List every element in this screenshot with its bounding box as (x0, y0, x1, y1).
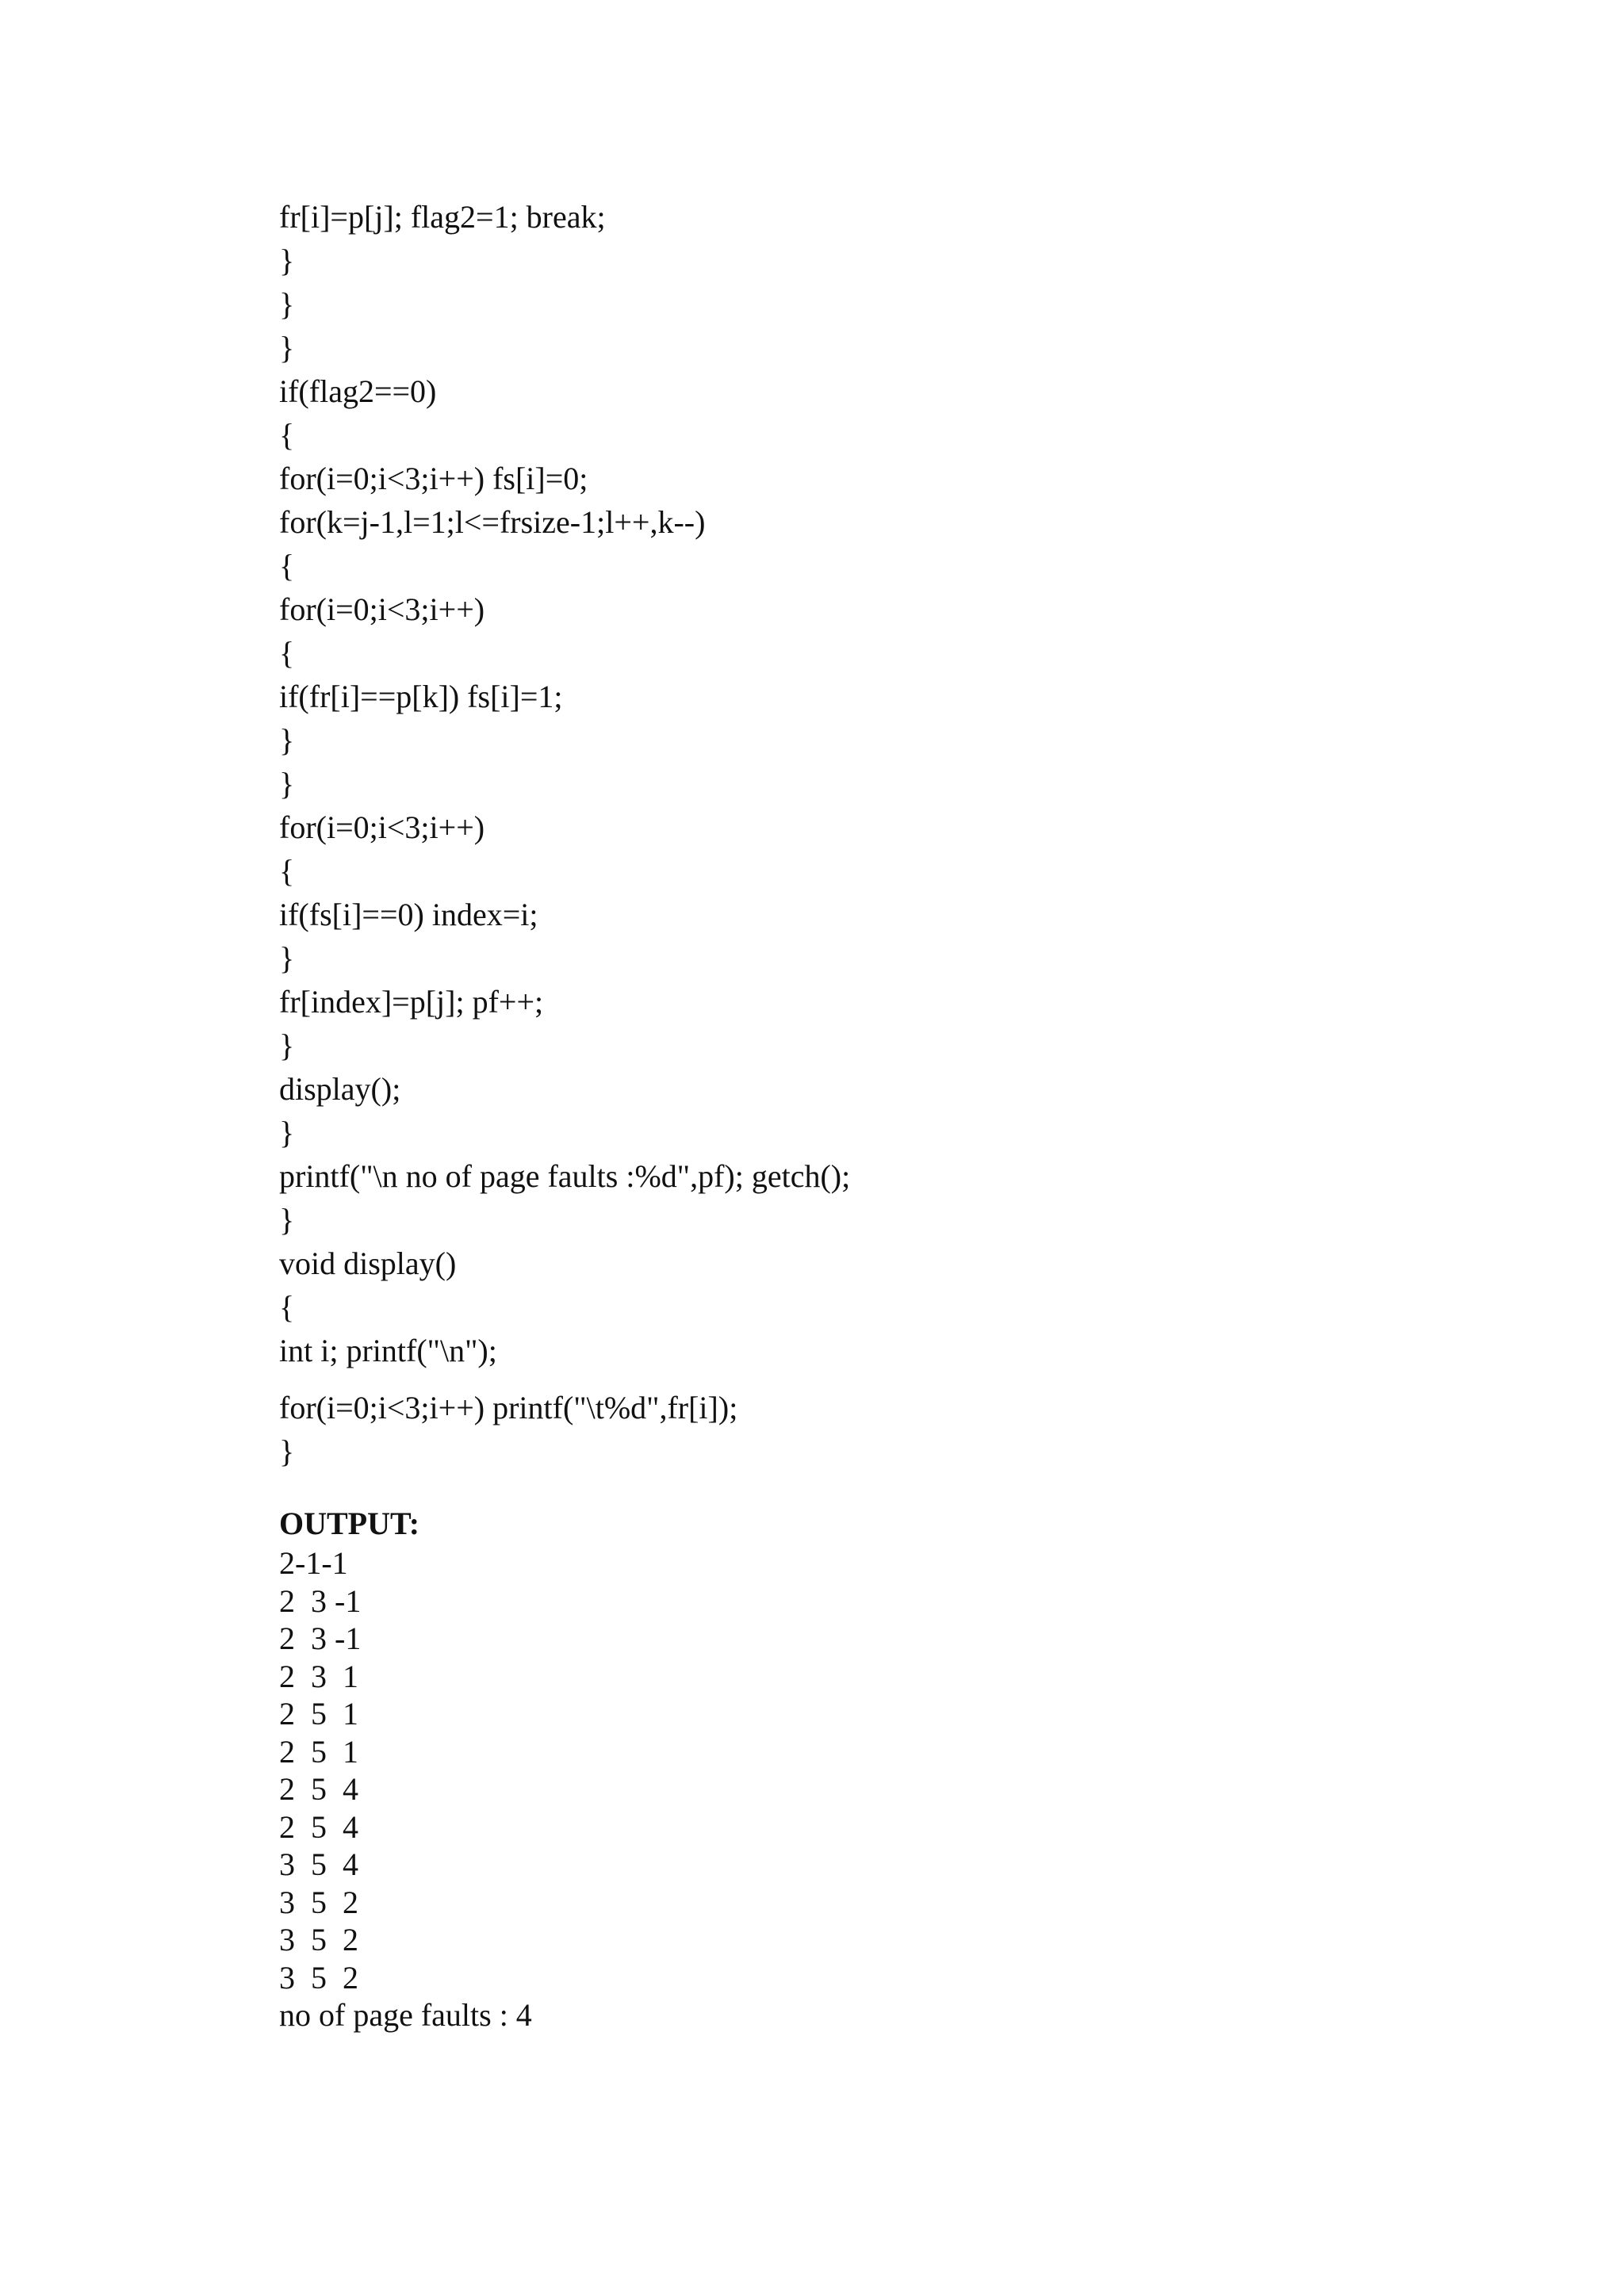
code-line: display(); (279, 1071, 401, 1107)
output-line: 2 3 1 (279, 1658, 358, 1694)
code-line: void display() (279, 1246, 457, 1281)
output-line: 3 5 2 (279, 1884, 358, 1920)
code-line: } (279, 1115, 295, 1150)
code-line: { (279, 853, 295, 889)
output-line: 2 3 -1 (279, 1582, 362, 1619)
page-fault-summary: no of page faults : 4 (279, 1997, 532, 2033)
code-line: if(fs[i]==0) index=i; (279, 897, 538, 932)
output-line: 2 5 4 (279, 1771, 358, 1807)
code-line: int i; printf("\n"); (279, 1333, 497, 1368)
output-line: 2-1-1 (279, 1545, 348, 1581)
code-line: for(i=0;i<3;i++) fs[i]=0; (279, 461, 588, 496)
output-line: 2 5 1 (279, 1696, 358, 1732)
output-line: 2 5 1 (279, 1733, 358, 1770)
output-line: 3 5 2 (279, 1959, 358, 1996)
code-line: } (279, 1202, 295, 1238)
code-line: for(i=0;i<3;i++) (279, 809, 485, 845)
output-section (279, 1503, 532, 2034)
output-list (279, 1544, 532, 1996)
code-line: } (279, 722, 295, 758)
code-line: } (279, 330, 295, 365)
code-line: fr[index]=p[j]; pf++; (279, 984, 544, 1020)
output-heading: OUTPUT: (279, 1506, 420, 1541)
code-line: } (279, 766, 295, 802)
code-line: for(i=0;i<3;i++) (279, 591, 485, 627)
code-line: { (279, 635, 295, 671)
code-line: } (279, 243, 295, 278)
code-line: { (279, 548, 295, 584)
code-line: printf("\n no of page faults :%d",pf); getch(); (279, 1158, 851, 1194)
code-line: if(fr[i]==p[k]) fs[i]=1; (279, 679, 563, 714)
code-line: if(flag2==0) (279, 373, 437, 409)
output-line: 3 5 2 (279, 1922, 358, 1957)
output-line: 2 3 -1 (279, 1621, 362, 1656)
code-line: { (279, 417, 295, 453)
code-line: for(k=j-1,l=1;l<=frsize-1;l++,k--) (279, 504, 706, 540)
code-listing (279, 195, 850, 1473)
output-line: 3 5 4 (279, 1846, 358, 1882)
code-line: fr[i]=p[j]; flag2=1; break; (279, 199, 606, 235)
output-line: 2 5 4 (279, 1808, 358, 1845)
code-line: } (279, 1433, 295, 1469)
code-line: for(i=0;i<3;i++) printf("\t%d",fr[i]); (279, 1390, 738, 1425)
code-line: { (279, 1289, 295, 1325)
code-line: } (279, 286, 295, 322)
code-line: } (279, 940, 295, 976)
code-line: } (279, 1027, 295, 1063)
